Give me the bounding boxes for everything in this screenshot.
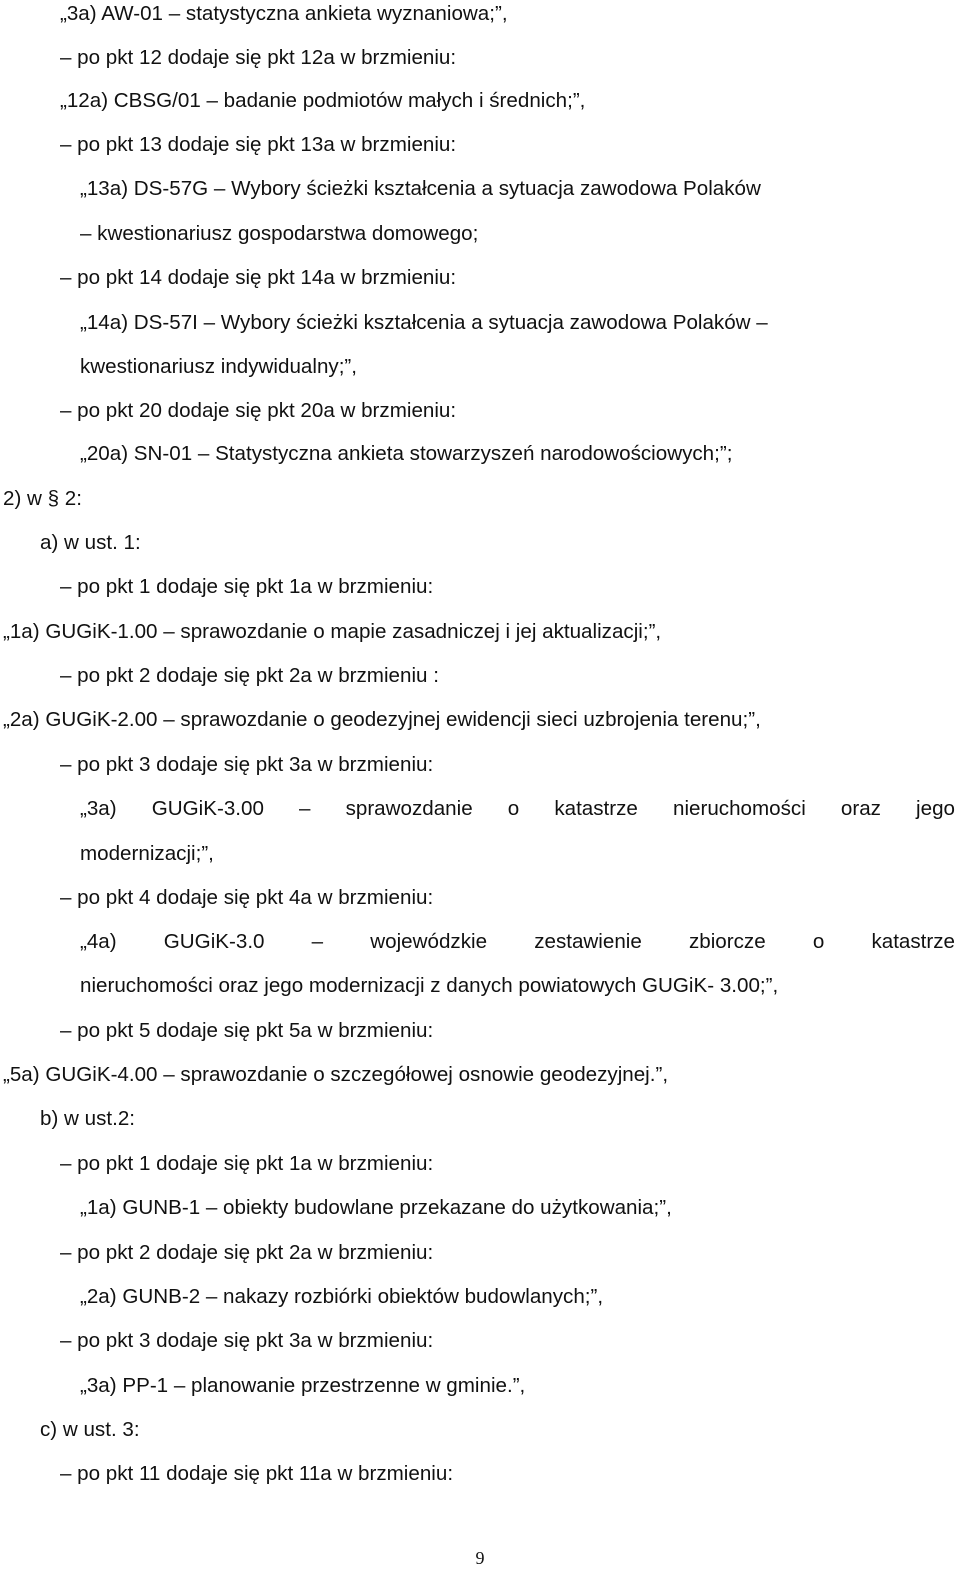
text-line: kwestionariusz indywidualny;”, <box>80 355 357 378</box>
text-line: – po pkt 2 dodaje się pkt 2a w brzmieniu : <box>60 664 439 687</box>
text-line: „20a) SN-01 – Statystyczna ankieta stowarzyszeń narodowościowych;”; <box>80 442 733 465</box>
text-line: – po pkt 1 dodaje się pkt 1a w brzmieniu: <box>60 1152 434 1175</box>
text-line: „5a) GUGiK-4.00 – sprawozdanie o szczegółowej osnowie geodezyjnej.”, <box>3 1063 669 1086</box>
text-line: „12a) CBSG/01 – badanie podmiotów małych i średnich;”, <box>60 89 586 112</box>
text-line: – po pkt 3 dodaje się pkt 3a w brzmieniu: <box>60 1329 434 1352</box>
text-line: „1a) GUGiK-1.00 – sprawozdanie o mapie zasadniczej i jej aktualizacji;”, <box>3 620 662 643</box>
text-line: „2a) GUGiK-2.00 – sprawozdanie o geodezyjnej ewidencji sieci uzbrojenia terenu;”, <box>3 708 761 731</box>
text-line: – po pkt 3 dodaje się pkt 3a w brzmieniu: <box>60 753 434 776</box>
text-line: – po pkt 12 dodaje się pkt 12a w brzmieniu: <box>60 46 457 69</box>
text-line: „3a) AW-01 – statystyczna ankieta wyznaniowa;”, <box>60 2 508 25</box>
text-line: – po pkt 11 dodaje się pkt 11a w brzmieniu: <box>60 1462 454 1485</box>
text-line: modernizacji;”, <box>80 842 214 865</box>
text-line: 2) w § 2: <box>3 487 82 510</box>
text-line: „3a) GUGiK-3.00 – sprawozdanie o katastrze nieruchomości oraz jego <box>80 797 955 820</box>
text-line: „1a) GUNB-1 – obiekty budowlane przekazane do użytkowania;”, <box>80 1196 672 1219</box>
text-line: „13a) DS-57G – Wybory ścieżki kształcenia a sytuacja zawodowa Polaków <box>80 177 761 200</box>
text-line: – kwestionariusz gospodarstwa domowego; <box>80 222 479 245</box>
text-line: – po pkt 4 dodaje się pkt 4a w brzmieniu: <box>60 886 434 909</box>
text-line: – po pkt 1 dodaje się pkt 1a w brzmieniu: <box>60 575 434 598</box>
text-line: „3a) PP-1 – planowanie przestrzenne w gminie.”, <box>80 1374 526 1397</box>
text-line: – po pkt 5 dodaje się pkt 5a w brzmieniu: <box>60 1019 434 1042</box>
text-line: – po pkt 14 dodaje się pkt 14a w brzmieniu: <box>60 266 457 289</box>
text-line: „14a) DS-57I – Wybory ścieżki kształcenia a sytuacja zawodowa Polaków – <box>80 311 768 334</box>
text-line: – po pkt 2 dodaje się pkt 2a w brzmieniu: <box>60 1241 434 1264</box>
text-line: b) w ust.2: <box>40 1107 135 1130</box>
text-line: – po pkt 13 dodaje się pkt 13a w brzmieniu: <box>60 133 457 156</box>
text-line: „4a) GUGiK-3.0 – wojewódzkie zestawienie zbiorcze o katastrze <box>80 930 955 953</box>
text-line: – po pkt 20 dodaje się pkt 20a w brzmieniu: <box>60 399 457 422</box>
page-number: 9 <box>475 1548 485 1568</box>
text-line: nieruchomości oraz jego modernizacji z danych powiatowych GUGiK- 3.00;”, <box>80 974 779 997</box>
text-line: c) w ust. 3: <box>40 1418 140 1441</box>
text-line: „2a) GUNB-2 – nakazy rozbiórki obiektów budowlanych;”, <box>80 1285 604 1308</box>
text-line: a) w ust. 1: <box>40 531 141 554</box>
